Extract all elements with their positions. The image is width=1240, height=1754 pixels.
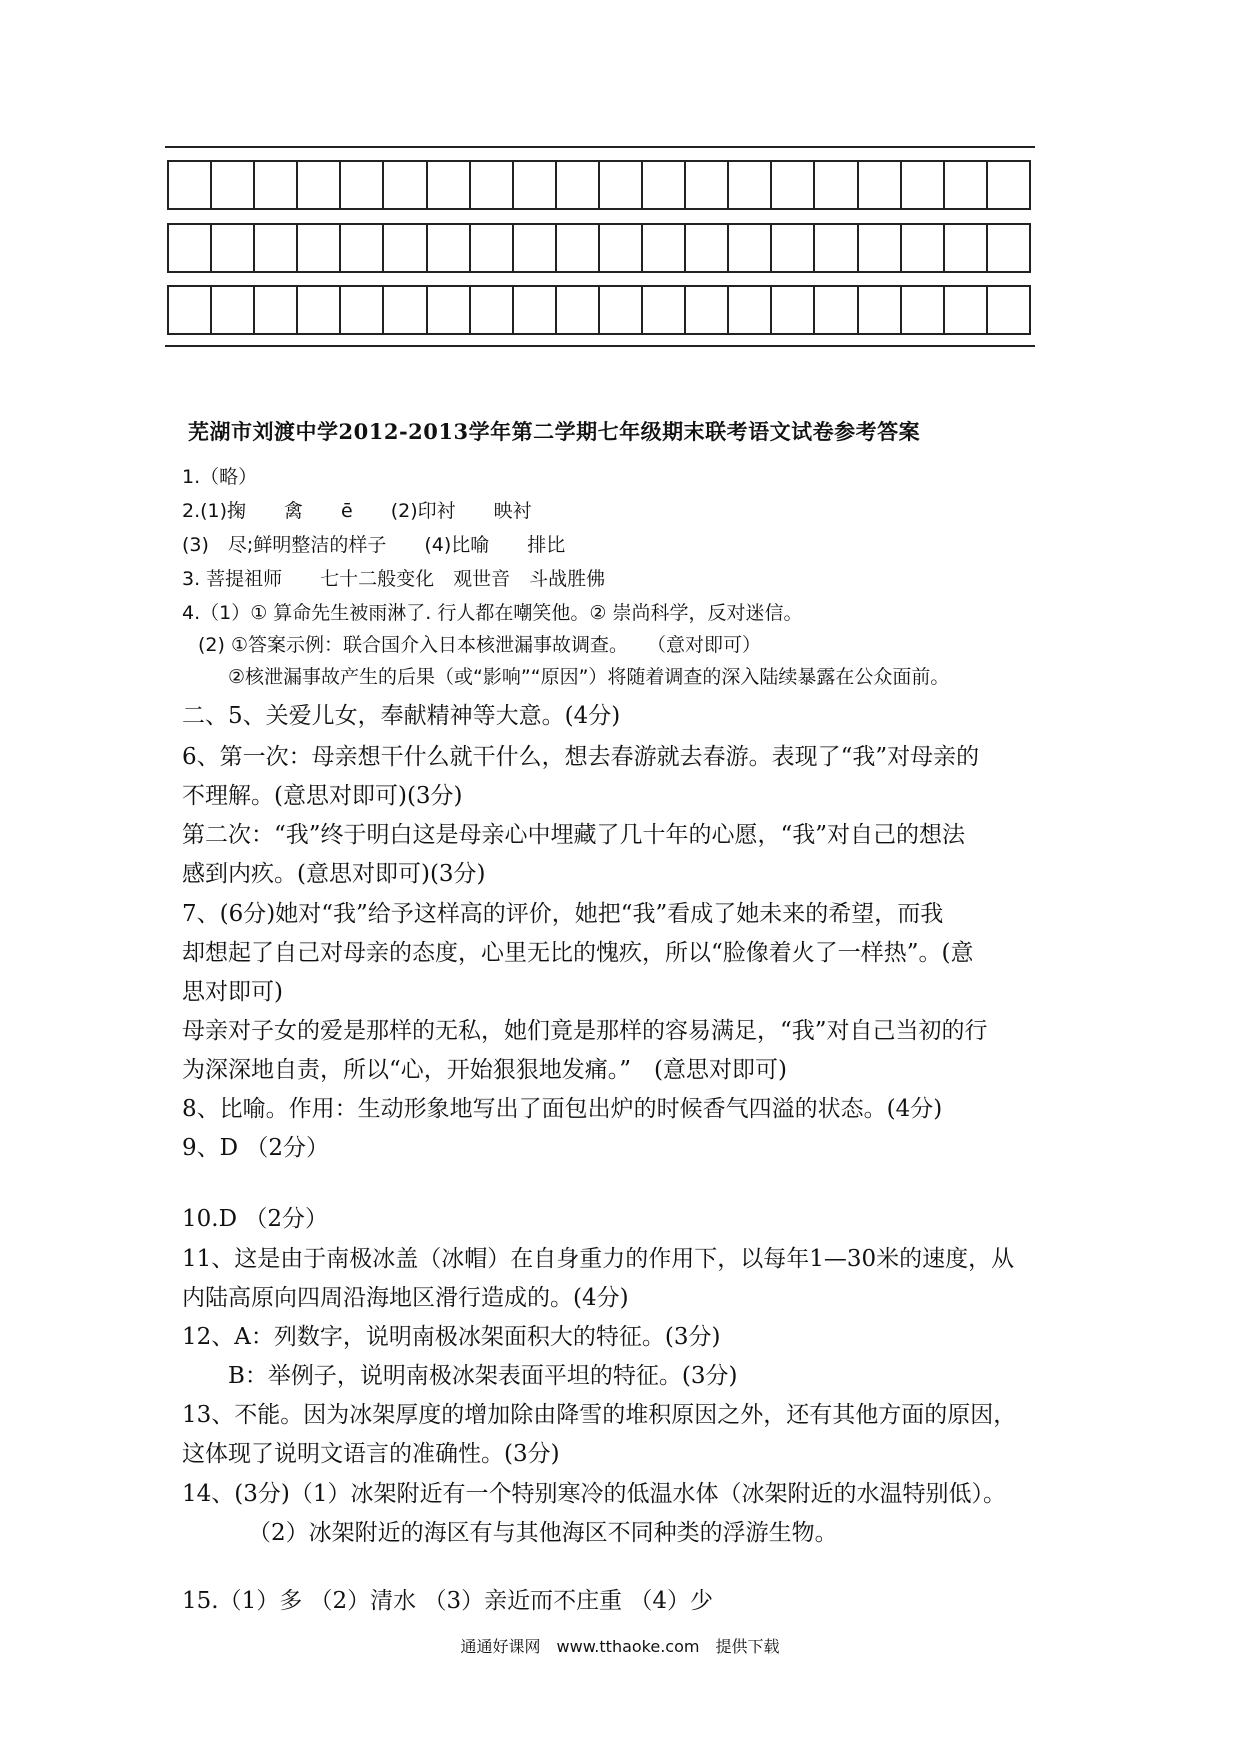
grid-cell — [428, 225, 471, 271]
answer-line-29: 15.（1）多 （2）清水 （3）亲近而不庄重 （4）少 — [182, 1588, 714, 1614]
answer-line-26: 这体现了说明文语言的准确性。(3分) — [182, 1441, 560, 1467]
answer-line-14: 却想起了自己对母亲的态度，心里无比的愧疚，所以“脸像着火了一样热”。(意 — [182, 940, 974, 966]
answer-line-16: 母亲对子女的爱是那样的无私，她们竟是那样的容易满足，“我”对自己当初的行 — [182, 1018, 988, 1044]
grid-cell — [686, 225, 729, 271]
grid-cell — [514, 287, 557, 333]
footer-download-note: 通通好课网 www.tthaoke.com 提供下载 — [460, 1637, 780, 1656]
grid-cell — [557, 225, 600, 271]
grid-bottom-rule — [165, 345, 1035, 347]
grid-cell — [643, 287, 686, 333]
grid-cell — [988, 287, 1029, 333]
grid-cell — [945, 225, 988, 271]
grid-cell — [772, 225, 815, 271]
grid-cell — [902, 287, 945, 333]
grid-cell — [988, 162, 1029, 208]
grid-cell — [643, 162, 686, 208]
grid-cell — [600, 162, 643, 208]
grid-cell — [341, 287, 384, 333]
grid-cell — [169, 162, 212, 208]
grid-cell — [341, 162, 384, 208]
answer-line-23: 12、A：列数字，说明南极冰架面积大的特征。(3分) — [182, 1324, 721, 1350]
grid-cell — [902, 225, 945, 271]
grid-cell — [859, 287, 902, 333]
answer-line-21: 11、这是由于南极冰盖（冰帽）在自身重力的作用下，以每年1—30米的速度，从 — [182, 1246, 1015, 1272]
answer-line-3: (3) 尽;鲜明整洁的样子 (4)比喻 排比 — [182, 534, 566, 556]
document-title: 芜湖市刘渡中学2012-2013学年第二学期七年级期末联考语文试卷参考答案 — [188, 419, 921, 444]
grid-cell — [471, 225, 514, 271]
answer-line-13: 7、(6分)她对“我”给予这样高的评价，她把“我”看成了她未来的希望，而我 — [182, 901, 944, 927]
grid-cell — [815, 287, 858, 333]
grid-cell — [212, 162, 255, 208]
grid-cell — [902, 162, 945, 208]
grid-cell — [988, 225, 1029, 271]
answer-line-10: 不理解。(意思对即可)(3分) — [182, 783, 463, 809]
grid-row-3 — [167, 285, 1031, 335]
grid-cell — [729, 287, 772, 333]
grid-cell — [729, 162, 772, 208]
answer-line-7: ②核泄漏事故产生的后果（或“影响”“原因”）将随着调查的深入陆续暴露在公众面前。 — [228, 666, 950, 688]
grid-cell — [384, 287, 427, 333]
grid-cell — [428, 162, 471, 208]
answer-line-17: 为深深地自责，所以“心，开始狠狠地发痛。” (意思对即可) — [182, 1057, 787, 1083]
grid-cell — [772, 287, 815, 333]
grid-cell — [471, 287, 514, 333]
answer-line-20: 10.D （2分） — [182, 1206, 328, 1232]
grid-cell — [815, 225, 858, 271]
grid-cell — [298, 162, 341, 208]
answer-line-28: （2）冰架附近的海区有与其他海区不同种类的浮游生物。 — [248, 1520, 838, 1546]
answer-line-6: (2) ①答案示例：联合国介入日本核泄漏事故调查。 （意对即可） — [198, 634, 761, 656]
grid-cell — [686, 287, 729, 333]
grid-cell — [945, 287, 988, 333]
answer-line-11: 第二次：“我”终于明白这是母亲心中埋藏了几十年的心愿，“我”对自己的想法 — [182, 822, 966, 848]
grid-cell — [557, 287, 600, 333]
grid-cell — [686, 162, 729, 208]
grid-row-2 — [167, 223, 1031, 273]
grid-cell — [341, 225, 384, 271]
grid-cell — [729, 225, 772, 271]
answer-line-9: 6、第一次：母亲想干什么就干什么，想去春游就去春游。表现了“我”对母亲的 — [182, 744, 980, 770]
answer-line-25: 13、不能。因为冰架厚度的增加除由降雪的堆积原因之外，还有其他方面的原因， — [182, 1402, 1017, 1428]
grid-cell — [212, 225, 255, 271]
answer-line-8: 二、5、关爱儿女，奉献精神等大意。(4分) — [182, 703, 621, 729]
answer-line-12: 感到内疚。(意思对即可)(3分) — [182, 861, 486, 887]
grid-cell — [772, 162, 815, 208]
grid-cell — [298, 225, 341, 271]
grid-cell — [557, 162, 600, 208]
grid-cell — [514, 162, 557, 208]
grid-cell — [255, 225, 298, 271]
grid-cell — [169, 225, 212, 271]
grid-cell — [428, 287, 471, 333]
answer-line-19: 9、D （2分） — [182, 1135, 330, 1161]
grid-cell — [859, 162, 902, 208]
grid-cell — [471, 162, 514, 208]
answer-line-2: 2.(1)掬 禽 ē (2)印衬 映衬 — [182, 500, 532, 522]
grid-cell — [600, 225, 643, 271]
grid-cell — [255, 162, 298, 208]
grid-cell — [169, 287, 212, 333]
answer-line-22: 内陆高原向四周沿海地区滑行造成的。(4分) — [182, 1285, 629, 1311]
answer-line-1: 1.（略） — [182, 466, 258, 488]
answer-line-4: 3. 菩提祖师 七十二般变化 观世音 斗战胜佛 — [182, 568, 606, 590]
grid-cell — [514, 225, 557, 271]
grid-cell — [212, 287, 255, 333]
answer-line-5: 4.（1）① 算命先生被雨淋了. 行人都在嘲笑他。② 崇尚科学，反对迷信。 — [182, 602, 803, 624]
grid-cell — [384, 225, 427, 271]
grid-cell — [298, 287, 341, 333]
grid-cell — [255, 287, 298, 333]
grid-cell — [945, 162, 988, 208]
grid-top-rule — [165, 146, 1035, 148]
grid-cell — [384, 162, 427, 208]
answer-line-24: B：举例子，说明南极冰架表面平坦的特征。(3分) — [228, 1363, 738, 1389]
answer-line-15: 思对即可) — [182, 979, 283, 1005]
answer-line-18: 8、比喻。作用：生动形象地写出了面包出炉的时候香气四溢的状态。(4分) — [182, 1096, 943, 1122]
grid-cell — [815, 162, 858, 208]
answer-line-27: 14、(3分)（1）冰架附近有一个特别寒冷的低温水体（冰架附近的水温特别低）。 — [182, 1481, 1006, 1507]
grid-cell — [643, 225, 686, 271]
grid-row-1 — [167, 160, 1031, 210]
grid-cell — [859, 225, 902, 271]
grid-cell — [600, 287, 643, 333]
